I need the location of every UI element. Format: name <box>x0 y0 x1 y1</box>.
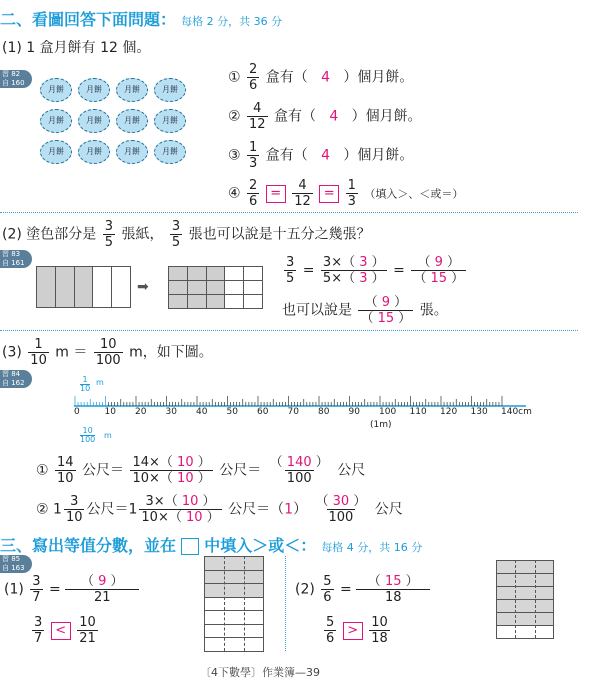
grid-cell <box>204 570 264 585</box>
grid-cell <box>496 599 554 613</box>
mooncake-icon: 月餅 <box>154 140 186 164</box>
ruler-tick-label: 40 <box>196 407 208 417</box>
compare-box[interactable]: > <box>343 622 363 640</box>
compare-box[interactable]: < <box>51 622 71 640</box>
divider <box>0 212 578 213</box>
grid-cell <box>496 625 554 639</box>
grid-cell <box>496 573 554 587</box>
ruler <box>74 392 526 404</box>
ruler-tick-label: 140cm <box>501 407 532 417</box>
mooncake-icon: 月餅 <box>154 109 186 133</box>
paper-cell <box>243 266 263 281</box>
compare-box[interactable]: = <box>266 185 286 203</box>
ref-tag: 習 82 自 160 <box>0 70 32 88</box>
paper-cell <box>206 280 226 295</box>
ruler-tick-label: 60 <box>257 407 269 417</box>
grid-divider <box>244 556 245 651</box>
q1-item-1: ① $\frac{2}{6}$ 盒有（ 4 ）個月餅。 <box>228 62 414 93</box>
section2-title: 二、看圖回答下面問題： <box>0 10 177 29</box>
mooncake-grid <box>40 78 200 170</box>
grid-cell <box>204 637 264 652</box>
paper-fifteenths <box>168 266 262 308</box>
paper-fifths <box>36 266 130 308</box>
ref-tag: 習 84 自 162 <box>0 370 32 388</box>
divider <box>0 330 578 331</box>
paper-cell <box>187 266 207 281</box>
mooncake-icon: 月餅 <box>154 78 186 102</box>
ruler-tick-label: 20 <box>135 407 147 417</box>
paper-cell <box>243 280 263 295</box>
grid-cell <box>496 560 554 574</box>
ruler-mid-label: (1m) <box>370 420 392 430</box>
ruler-tick-label: 100 <box>379 407 397 417</box>
mooncake-icon: 月餅 <box>78 78 110 102</box>
q2-equation: $\frac{3}{5}$ = $\frac{3\times( 3 )}{5\times( 3 )}$ = $\frac{( 9 )}{( 15 )}$ <box>286 255 465 286</box>
q3-line2: ② 1 $\frac{3}{10}$ 公尺＝1 $\frac{3\times( 10 )}{10\times( 10 )}$ 公尺＝（1） $\frac{( 30 )}{100}$ 公尺 <box>36 494 403 525</box>
grid-cell <box>204 610 264 625</box>
mooncake-icon: 月餅 <box>116 109 148 133</box>
section3-header <box>0 533 422 556</box>
grid-cell <box>496 612 554 626</box>
paper-cell <box>243 294 263 309</box>
compare-box[interactable]: = <box>319 185 339 203</box>
q1-item-3: ③ $\frac{1}{3}$ 盒有（ 4 ）個月餅。 <box>228 140 414 171</box>
divider <box>285 556 286 651</box>
paper-cell <box>168 266 188 281</box>
s3-p1-equation: (1) $\frac{3}{7}$ = $\frac{( 9 )}{21}$ <box>4 574 139 605</box>
paper-cell <box>187 280 207 295</box>
q3-line1: ① $\frac{14}{10}$ 公尺＝ $\frac{14\times( 10 )}{10\times( 10 )}$ 公尺＝ $\frac{( 140 )}{100}$ 公尺 <box>36 455 366 486</box>
paper-cell <box>224 266 244 281</box>
ruler-tick-label: 0 <box>74 407 80 417</box>
grid-cell <box>204 556 264 571</box>
ruler-tick-label: 10 <box>104 407 116 417</box>
ruler-tick-label: 110 <box>409 407 427 417</box>
answer: 4 <box>321 69 331 86</box>
grid-cell <box>204 583 264 598</box>
ruler-tick-label: 80 <box>318 407 330 417</box>
grid-divider <box>224 556 225 651</box>
paper-cell <box>206 266 226 281</box>
paper-cell <box>55 266 75 308</box>
paper-cell <box>187 294 207 309</box>
paper-cell <box>74 266 94 308</box>
ruler-top-label: 1 10 <box>80 375 91 393</box>
grid-divider <box>535 560 536 638</box>
mooncake-icon: 月餅 <box>40 140 72 164</box>
page-footer: 〔4下數學〕作業簿—39 <box>200 666 320 679</box>
ruler-tick-label: 50 <box>226 407 238 417</box>
mooncake-icon: 月餅 <box>78 109 110 133</box>
paper-cell <box>111 266 131 308</box>
paper-cell <box>168 294 188 309</box>
section3-title-b: 中填入＞或＜： <box>204 536 317 555</box>
ref-tag: 習 85 自 163 <box>0 555 32 573</box>
grid-cell <box>204 624 264 639</box>
answer: 4 <box>329 108 339 125</box>
grid-cell <box>496 586 554 600</box>
q3-prompt: (3) $\frac{1}{10}$ m ＝ $\frac{10}{100}$ m，如下圖。 <box>2 337 213 368</box>
mooncake-icon: 月餅 <box>116 140 148 164</box>
arrow-right-icon: ➡ <box>137 279 149 295</box>
ruler-tick-label: 130 <box>470 407 488 417</box>
ruler-tick-label: 70 <box>287 407 299 417</box>
grid-cell <box>204 597 264 612</box>
ruler-tick-label: 120 <box>440 407 458 417</box>
grid-divider <box>515 560 516 638</box>
q2-also: 也可以說是 $\frac{( 9 )}{( 15 )}$ 張。 <box>282 295 448 326</box>
s3-p2-compare: $\frac{5}{6}$ > $\frac{10}{18}$ <box>326 615 388 646</box>
answer: 4 <box>321 147 331 164</box>
ruler-bottom-label: 10 100 <box>80 426 96 444</box>
paper-cell <box>224 294 244 309</box>
paper-cell <box>224 280 244 295</box>
ruler-tick-label: 30 <box>165 407 177 417</box>
s3-p2-equation: (2) $\frac{5}{6}$ = $\frac{( 15 )}{18}$ <box>295 574 430 605</box>
section3-note: 每格 4 分，共 16 分 <box>321 541 423 554</box>
ruler-ticks <box>70 407 550 419</box>
paper-cell <box>36 266 56 308</box>
section3-title-a: 三、寫出等值分數，並在 <box>0 536 177 555</box>
mooncake-icon: 月餅 <box>116 78 148 102</box>
mooncake-icon: 月餅 <box>78 140 110 164</box>
ref-tag: 習 83 自 161 <box>0 250 32 268</box>
ruler-tick-label: 90 <box>348 407 360 417</box>
q2-prompt: (2) 塗色部分是 $\frac{3}{5}$ 張紙， $\frac{3}{5}$ 張也可以說是十五分之幾張？ <box>2 219 371 250</box>
mooncake-icon: 月餅 <box>40 109 72 133</box>
q1-prompt: (1) 1 盒月餅有 12 個。 <box>2 40 151 56</box>
section2-header <box>0 7 282 30</box>
ruler-svg <box>74 395 526 407</box>
paper-cell <box>92 266 112 308</box>
mooncake-icon: 月餅 <box>40 78 72 102</box>
s3-p1-grid <box>204 556 264 651</box>
paper-cell <box>206 294 226 309</box>
q1-compare: ④ $\frac{2}{6}$ = $\frac{4}{12}$ = $\frac{1}{3}$ （填入＞、＜或＝） <box>228 178 464 209</box>
paper-cell <box>168 280 188 295</box>
q1-item-2: ② $\frac{4}{12}$ 盒有（ 4 ）個月餅。 <box>228 101 422 132</box>
blank-box-icon <box>181 538 199 555</box>
s3-p2-grid <box>496 560 554 638</box>
section2-note: 每格 2 分，共 36 分 <box>181 15 283 28</box>
s3-p1-compare: $\frac{3}{7}$ < $\frac{10}{21}$ <box>34 615 96 646</box>
